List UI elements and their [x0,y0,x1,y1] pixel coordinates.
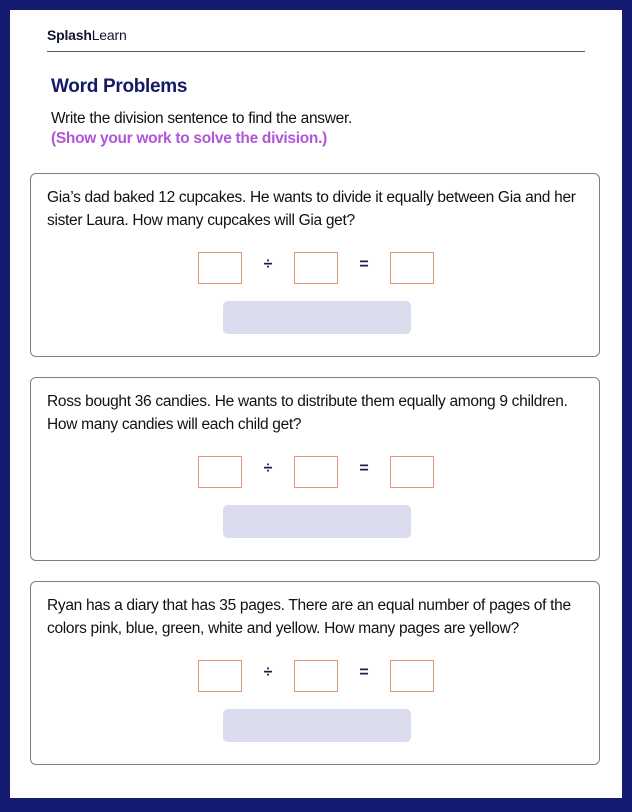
problem-text: Gia’s dad baked 12 cupcakes. He wants to divide it equally between Gia and her sister Laura. How many cupcakes will Gia get? [47,189,576,229]
problem-text: Ross bought 36 candies. He wants to distribute them equally among 9 children. How many candies will each child get? [47,393,568,433]
divide-sign: ÷ [263,256,273,273]
problem-card-3 [30,581,600,765]
divisor-input[interactable] [294,456,338,488]
division-sentence [198,456,436,490]
divisor-input[interactable] [294,252,338,284]
division-sentence [198,252,436,286]
instruction-note: (Show your work to solve the division.) [51,130,327,147]
dividend-input[interactable] [198,252,242,284]
division-sentence [198,660,436,694]
worksheet-page [10,10,622,798]
equals-sign: = [359,256,369,273]
divisor-input[interactable] [294,660,338,692]
quotient-input[interactable] [390,660,434,692]
problem-text: Ryan has a diary that has 35 pages. There are an equal number of pages of the colors pink, blue, green, white and yellow. How many pages are yellow? [47,597,571,637]
logo-regular-text: Learn [91,27,127,43]
quotient-input[interactable] [390,252,434,284]
answer-field[interactable] [223,301,411,334]
logo-bold-text: Splash [47,27,92,43]
instruction-text: Write the division sentence to find the answer. [51,110,352,127]
page-title: Word Problems [51,76,188,97]
splashlearn-logo [47,27,127,43]
equals-sign: = [359,460,369,477]
dividend-input[interactable] [198,456,242,488]
answer-field[interactable] [223,505,411,538]
problem-card-1 [30,173,600,357]
equals-sign: = [359,664,369,681]
problem-card-2 [30,377,600,561]
divide-sign: ÷ [263,460,273,477]
answer-field[interactable] [223,709,411,742]
quotient-input[interactable] [390,456,434,488]
divide-sign: ÷ [263,664,273,681]
header-divider [47,51,585,52]
dividend-input[interactable] [198,660,242,692]
